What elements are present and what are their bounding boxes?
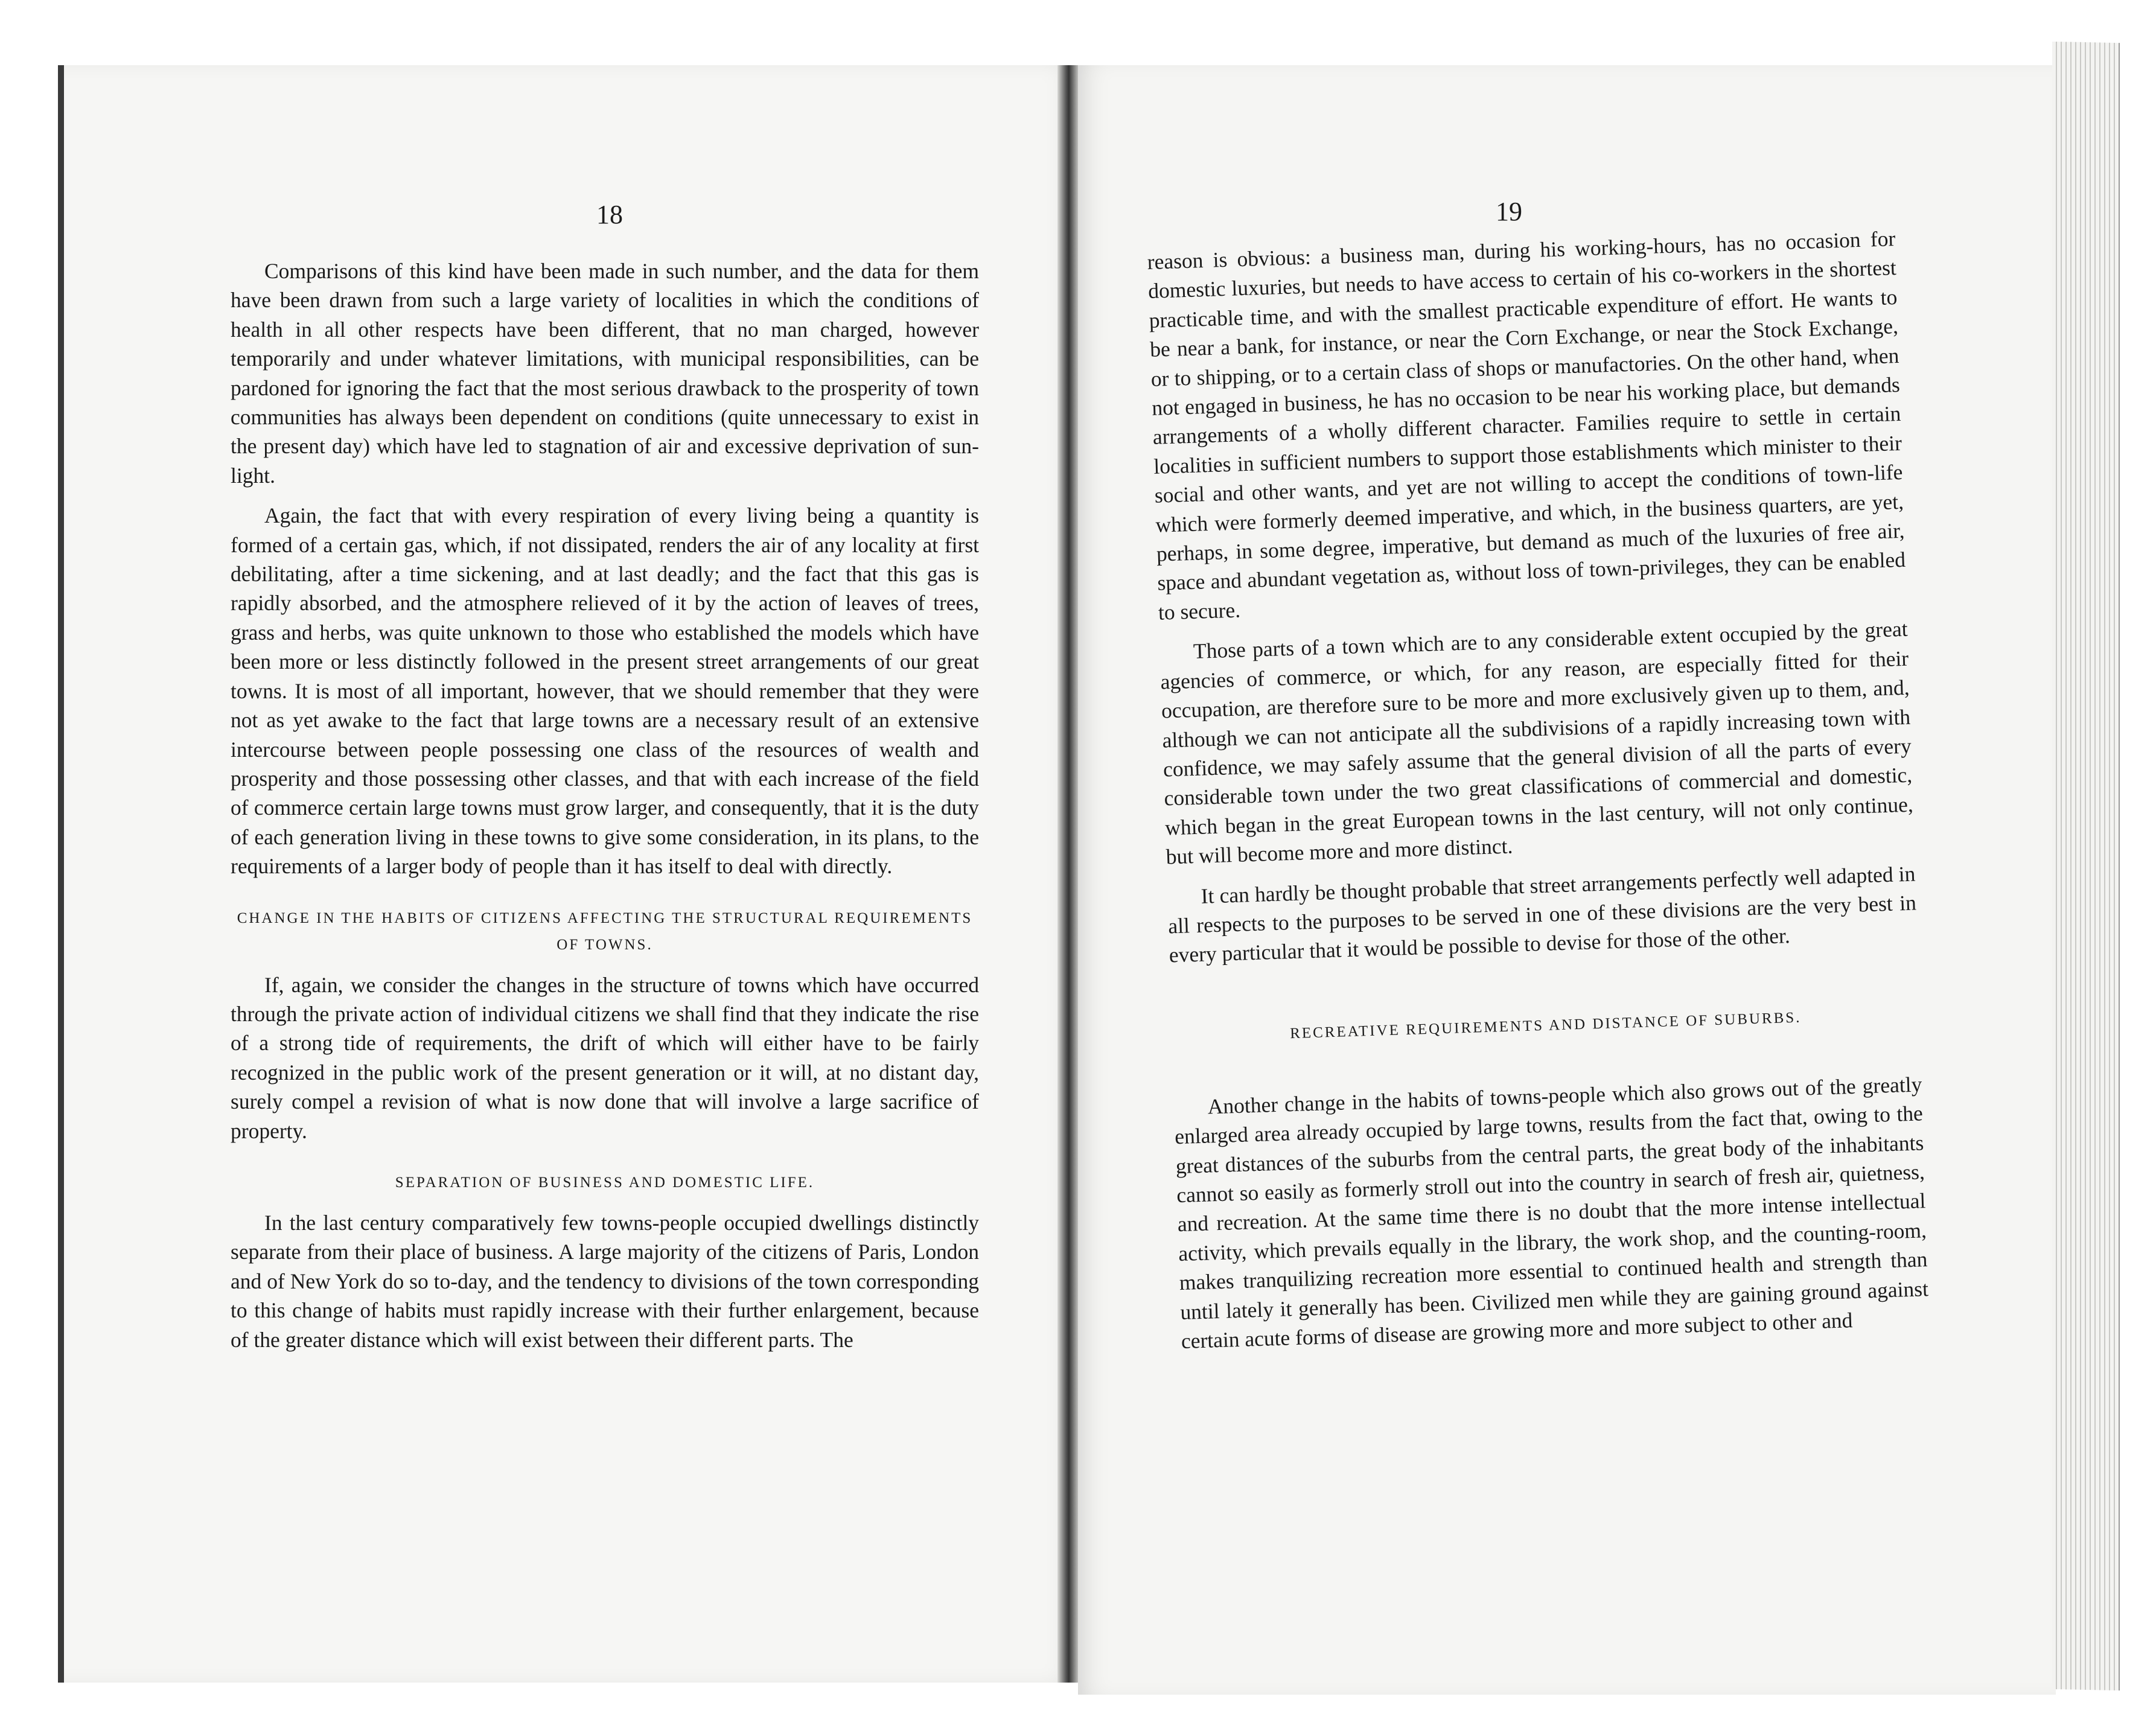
right-page-text <box>1147 224 1930 1366</box>
right-paragraph-3: It can hardly be thought probable that street arrangements perfectly well adapted in all respects to the purposes to be served in one of these divisions are the very best in every particular that it would be possible to devise for those of the other. <box>1167 861 1917 967</box>
right-paragraph-4: Another change in the habits of towns-people which also grows out of the greatly enlarged area already occupied by large towns, results from the fact that, owing to the great distances of the suburbs from the central parts, the great body of the inhabitants cannot so easily as formerly stroll out into the country in search of fresh air, quietness, and recreation. At the same time there is no doubt that the more intense intellectual activity, which prevails equally in the library, the work shop, and the counting-room, makes tranquilizing recreation more essential to continued health and strength than until lately it generally has been. Civilized men while they are gaining ground against certain acute forms of disease are growing more and more subject to other and <box>1174 1072 1929 1354</box>
book-gutter <box>1057 65 1078 1683</box>
left-page-number: 18 <box>596 200 623 229</box>
left-paragraph-4: In the last century comparatively few towns-people occupied dwellings distinctly separate from their place of business. A large majority of the citizens of Paris, London and of New York do so to-day, and the tendency to divisions of the town corresponding to this change of habits must rapidly increase with their further enlargement, because of the greater distance which will exist between their different parts. The <box>231 1210 979 1352</box>
right-paragraph-1: reason is obvious: a business man, during his working-hours, has no occasion for domestic luxuries, but needs to have access to certain of his co-workers in the shortest practicable time, and with the smallest practicable expenditure of effort. He wants to be near a bank, for instance, or near the Corn Exchange, or near the Stock Exchange, or to shipping, or to a certain class of shops or manufactories. On the other hand, when not engaged in business, he has no occasion to be near his working place, but demands arrangements of a wholly different character. Families require to settle in certain localities in sufficient numbers to support those establishments which minister to their social and other wants, and yet are not willing to accept the conditions of town-life which were formerly deemed imperative, and which, in the business quarters, are yet, perhaps, in some degree, imperative, but demand as much of the luxuries of free air, space and abundant vegetation as, without loss of town-privileges, they can be enabled to secure. <box>1147 226 1906 625</box>
left-paragraph-1: Comparisons of this kind have been made in such number, and the data for them have been drawn from such a large variety of localities in which the conditions of health in all other respects have been different, that no man charged, however temporarily and under whatever limitations, with municipal responsibilities, can be pardoned for ignoring the fact that the most serious drawback to the prosperity of town communities has always been dependent on conditions (quite unnecessary to exist in the present day) which have led to stagnation of air and excessive deprivation of sun-light. <box>231 259 979 488</box>
left-paragraph-2: Again, the fact that with every respiration of every living being a quantity is formed of a certain gas, which, if not dissipated, renders the air of any locality at first debilitating, after a time sickening, and at last deadly; and the fact that this gas is rapidly absorbed, and the atmosphere relieved of it by the action of leaves of trees, grass and herbs, was quite unknown to those who established the models which have been more or less distinctly followed in the present street arrangements of our great towns. It is most of all important, however, that we should remember that they were not as yet awake to the fact that large towns are a necessary result of an extensive intercourse between people possessing one class of the resources of wealth and prosperity and those possessing other classes, and that with each increase of the field of commerce certain large towns must grow larger, and consequently, that it is the duty of each generation living in these towns to give some consideration, in its plans, to the requirements of a larger body of people than it has itself to deal with directly. <box>231 503 979 879</box>
page-edges <box>2052 42 2120 1690</box>
left-page-text <box>231 256 979 1365</box>
left-heading-1: CHANGE IN THE HABITS OF CITIZENS AFFECTING THE STRUCTURAL REQUIREMENTS OF TOWNS. <box>237 909 973 953</box>
right-paragraph-2: Those parts of a town which are to any considerable extent occupied by the great agencies of commerce, or which, for any reason, are especially fitted for their occupation, are therefore sure to be more and more exclusively given up to them, and, although we can not anticipate all the subdivisions of a rapidly increasing town with confidence, we may safely assume that the general division of all the parts of every considerable town under the two great classifications of commercial and domestic, which began in the great European towns in the last century, will not only continue, but will become more and more distinct. <box>1159 617 1914 869</box>
right-page-number: 19 <box>1496 197 1522 226</box>
left-paragraph-3: If, again, we consider the changes in the structure of towns which have occurred through the private action of individual citizens we shall find that they indicate the rise of a strong tide of requirements, the drift of which will either have to be fairly recognized in the public work of the present generation or it will, at no distant day, surely compel a revision of what is now done that will involve a large sacrifice of property. <box>231 972 979 1143</box>
right-heading-1: RECREATIVE REQUIREMENTS AND DISTANCE OF SUBURBS. <box>1289 1009 1802 1042</box>
left-heading-2: SEPARATION OF BUSINESS AND DOMESTIC LIFE. <box>395 1174 815 1191</box>
